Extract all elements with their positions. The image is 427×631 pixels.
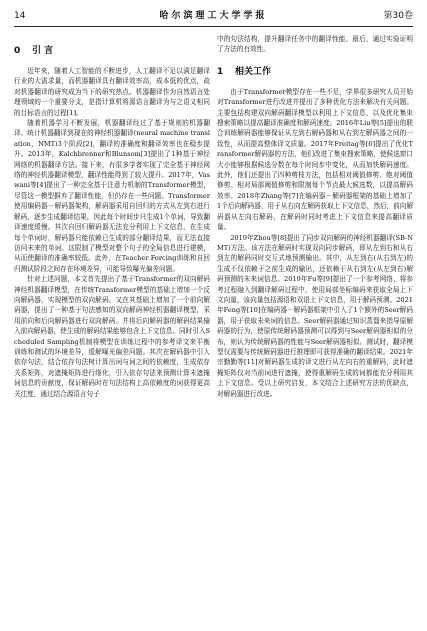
paragraph: 由于Transformer模型存在一些不足，学界很多研究人员开始对Transformer进行改进并提出了多种优化方法来解决有关问题。主要包括构建双向解码翻译模型以利用上下文信息，以及优化集束搜索策略以提高翻译准确度和解码速度。2016年Liu等[5]提出的联合训练解码器能够保证从左到右解码器和从右到左解码器之间的一致性，从而提高整体译文质量。2017年Freitag等[6]提出了优化Transformer解码器的方法，他们改进了集束搜索策略，使候选窗口大小能够根据候选分数在每个时间步中变化，从而加快解码速度。此外，他们还提出了四种剪枝方法，包括相对阈值修剪、绝对阈值修剪、相对局部阈值修剪和限制每个节点最大候选数，以提高解码效率。2018年Zhang等[7]在编码器－解码器框架的基础上增加了1个后向解码器，用于从右向左解码获取上下文信息，然后，前向解码器从左向右解码，在解码时同时考虑上下文信息来提高翻译质量。 <box>217 87 413 232</box>
left-column <box>14 34 210 399</box>
paragraph: 2019年Zhou等[8]提出了同步双向解码的神经机器翻译(SB-NMT)方法。该方法在解码时实现双向同步解码，即从左到右和从右到左的解码同时交互式地预测输出。其中，从左到右(从右到左)的生成不仅依赖于之前生成的输出，还依赖于从右到左(从左到右)解码预测的未来词信息。2019年Fu等[9]提出了一个参考网络，将参考过程融入到翻译解码过程中，使用局部坐标编码来获取全局上下文向量，该向量包括源语和双语上下文信息，用于解码预测。2021年Feng等[10]在编码器－解码器框架中引入了1个额外的Seer解码器，用于获取未来词的信息。Seer解码器通过知识蒸馏来指导原解码器的行为，使原传统解码器预测可以得到与Seer解码器相似的分布，则认为传统解码器的性能与Seer解码器相似。测试时，翻译模型仅需要与传统解码器进行推理即可获得准确的翻译结果。2021年宗勤勤等[11]对解码器生成的译文进行从左向右的重解码，此时遮掩矩阵仅对当前词进行遮掩，使得重解码生成的词都能充分利用其上下文信息。受以上研究启发，本文结合上述研究方法的优缺点，对解码器进行改进。 <box>217 233 413 398</box>
paragraph-continuation: 中的句法结构，提升翻译任务中的翻译性能。最后，通过实验证明了方法的有效性。 <box>217 35 413 54</box>
section-title: 相关工作 <box>235 66 272 77</box>
paragraph: 随着机器学习不断发展，机器翻译经过了基于规则的机器翻译、统计机器翻译到现在的神经机器翻译(neural machine translation，NMT)3个阶段[2]，翻译的准确度和翻译效率也在稳步提升。2013年，Kalchbrenner和Blunsom[3]提出了1种基于神经网络的机器翻译方法。接下来，有很多学者实现了完全基于神经网络的神经机器翻译模型，翻译性能得到了较大提升。2017年，Vaswani等[4]提出了一种完全基于注意力机制的Transformer模型，尽管这一模型摒弃了翻译性能，但仍存在一些问题。Transformer使用编码器－解码器架构，解码器采用自回归的方式从左到右进行解码，逐步生成翻译结果，因此每个时间步只生成1个单词，导致翻译速度缓慢。其次自回归解码器无法充分利用上下文信息，在生成每个单词时，解码器只能依赖已生成的部分翻译结果，而无法直接访问未来的单词。这限制了模型对整个句子的全局信息进行建模，从而使翻译的准确率较低。此外，在Teacher Forcing训练和自回归测试阶段之间存在环境差异，可能导致曝光偏差问题。 <box>14 119 210 273</box>
paragraph: 针对上述问题，本文首先提出了基于Transformer的双向解码神经机器翻译模型，在传统Transformer模型的基础上增加一个反向解码器，实现模型的双向解码。又在其基础上增加了一个前向解码器，提出了一种基于句法感知的双向解码神经机器翻译模型，采用前向和后向解码器进行双向解码。并将后向解码器的解码结果输入前向解码器，使生成的解码结果能够包含上下文信息。同时引入Scheduled Sampling机制将模型在训练过程中的参考译文来平衡训练和测试的环境差异，缓解曝光偏差问题。其次在解码器中引入依存句法，结合依存句法树计算出词与词之间的依赖度，生成依存关系矩阵，对遮掩矩阵进行细化，引入依存句法来预测计算未遮掩词信息的贡献度，保证解码时在句法结构上高依赖度的词获得更高关注度，通过结合源语言句子 <box>14 275 210 398</box>
right-column <box>217 34 413 399</box>
section-heading-related-work <box>217 65 413 79</box>
journal-title: 哈尔滨理工大学学报 <box>159 11 268 21</box>
page-number: 14 <box>14 11 26 21</box>
section-heading-introduction <box>14 44 210 58</box>
paragraph: 近年来，随着人工智能的不断进步，人工翻译不足以满足翻译行业的大需求量，而机器翻译具有翻译效率高，成本低的优点，故对机器翻译的研究成为当下的研究热点。机器翻译作为自然语言处理领域的一个重要分支，是指计算机将源语言翻译为与之语义相同的目标语言的过程[1]。 <box>14 67 210 117</box>
volume-label: 第30卷 <box>383 11 413 21</box>
section-number: 0 <box>14 46 21 56</box>
section-number: 1 <box>217 66 224 77</box>
section-title: 引 言 <box>32 46 54 56</box>
page-header <box>14 8 413 24</box>
header-rule <box>14 26 413 27</box>
